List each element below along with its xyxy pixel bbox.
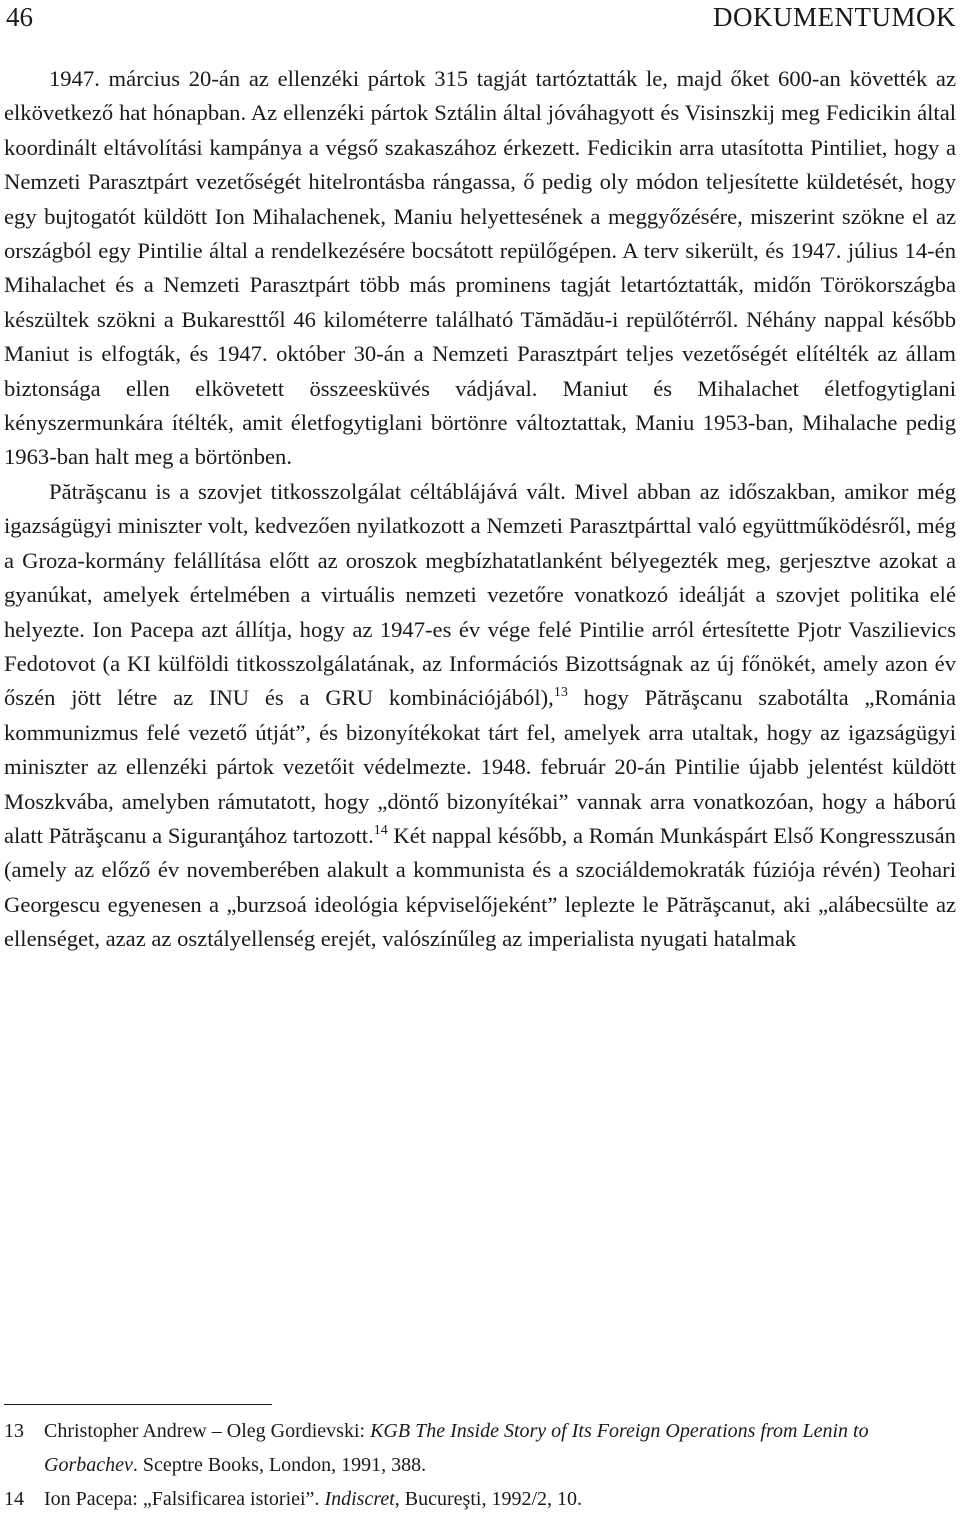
footnote-text: . Sceptre Books, London, 1991, 388. <box>132 1454 427 1476</box>
running-title: DOKUMENTUMOK <box>713 2 956 32</box>
paragraph-text: Két nappal később, a Román Munkáspárt Első Kongresszusán (amely az előző év novemberében alakult a kommunista és a szociáldemokraták fúziója révén) Teohari Georgescu egyenesen a „burzsoá ideológia képviselőjeként” leplezte le Pătrăşcanut, aki „alábecsülte az ellenséget, azaz az osztályellenség erejét, valószínűleg az imperialista nyugati hatalmak <box>4 822 956 952</box>
footnote-title: Indiscret <box>324 1488 395 1510</box>
paragraph-1 <box>4 62 956 475</box>
footnote-title: KGB The Inside Story of Its Foreign Operations from Lenin to Gorbachev <box>44 1420 869 1476</box>
paragraph-text: Pătrăşcanu is a szovjet titkosszolgálat céltáblájává vált. Mivel abban az időszakban, amikor még igazságügyi miniszter volt, kedvezően nyilatkozott a Nemzeti Parasztpárttal való együttműködésről, még a Groza-kormány felállítása előtt az oroszok megbízhatatlanként bélyegezték meg, gerjesztve azokat a gyanúkat, amelyek értelmében a virtuális nemzeti vezetőre vonatkozó ideálját a szovjet politika elé helyezte. Ion Pacepa azt állítja, hogy az 1947-es év vége felé Pintilie arról értesítette Pjotr Vaszilievics Fedotovot (a KI külföldi titkosszolgálatának, az Információs Bizottságnak az új főnökét, amely azon év őszén jött létre az INU és a GRU kombinációjából), <box>4 478 956 711</box>
footnote-number: 13 <box>4 1420 24 1442</box>
footnote-divider <box>4 1404 272 1405</box>
footnote-ref-13[interactable]: 13 <box>553 685 568 701</box>
paragraph-2 <box>4 475 956 957</box>
footnote-text: , Bucureşti, 1992/2, 10. <box>394 1488 583 1510</box>
footnote-number: 14 <box>4 1488 24 1510</box>
footnote-14 <box>4 1482 956 1516</box>
page-number: 46 <box>6 2 33 32</box>
page-header <box>6 0 956 40</box>
footnote-ref-14[interactable]: 14 <box>373 822 388 838</box>
body-text <box>4 62 956 957</box>
footnotes <box>4 1414 956 1516</box>
paragraph-text: 1947. március 20-án az ellenzéki pártok 315 tagját tartóztatták le, majd őket 600-an követték az elkövetkező hat hónapban. Az ellenzéki pártok Sztálin által jóváhagyott és Visinszkij meg Fedicikin által koordinált eltávolítási kampánya a végső szakaszához érkezett. Fedicikin arra utasította Pintiliet, hogy a Nemzeti Parasztpárt vezetőségét hitelrontásba rángassa, ő pedig oly módon teljesítette küldetését, hogy egy bujtogatót küldött Ion Mihalachenek, Maniu helyettesének a meggyőzésére, miszerint szökne el az országból egy Pintilie által a rendelkezésére bocsátott repülőgépen. A terv sikerült, és 1947. július 14-én Mihalachet és a Nemzeti Parasztpárt több más prominens tagját letartóztatták, midőn Törökországba készültek szökni a Bukaresttől 46 kilométerre található Tămădău-i repülőtérről. Néhány nappal később Maniut is elfogták, és 1947. október 30-án a Nemzeti Parasztpárt teljes vezetőségét elítélték az állam biztonsága ellen elkövetett összeesküvés vádjával. Maniut és Mihalachet életfogytiglani kényszermunkára ítélték, amit életfogytiglani börtönre változtattak, Maniu 1953-ban, Mihalache pedig 1963-ban halt meg a börtönben. <box>4 66 956 470</box>
footnote-13 <box>4 1414 956 1482</box>
footnote-text: Christopher Andrew – Oleg Gordievski: <box>44 1420 371 1442</box>
footnote-text: Ion Pacepa: „Falsificarea istoriei”. <box>44 1488 325 1510</box>
paragraph-text: hogy Pătrăşcanu szabotálta „Románia kommunizmus felé vezető útját”, és bizonyítékokat tárt fel, amelyek arra utaltak, hogy az igazságügyi miniszter az ellenzéki pártok vezetőit védelmezte. 1948. február 20-án Pintilie újabb jelentést küldött Moszkvába, amelyben rámutatott, hogy „döntő bizonyítékai” vannak arra vonatkozóan, hogy a háború alatt Pătrăşcanu a Siguranţához tartozott. <box>4 685 956 848</box>
